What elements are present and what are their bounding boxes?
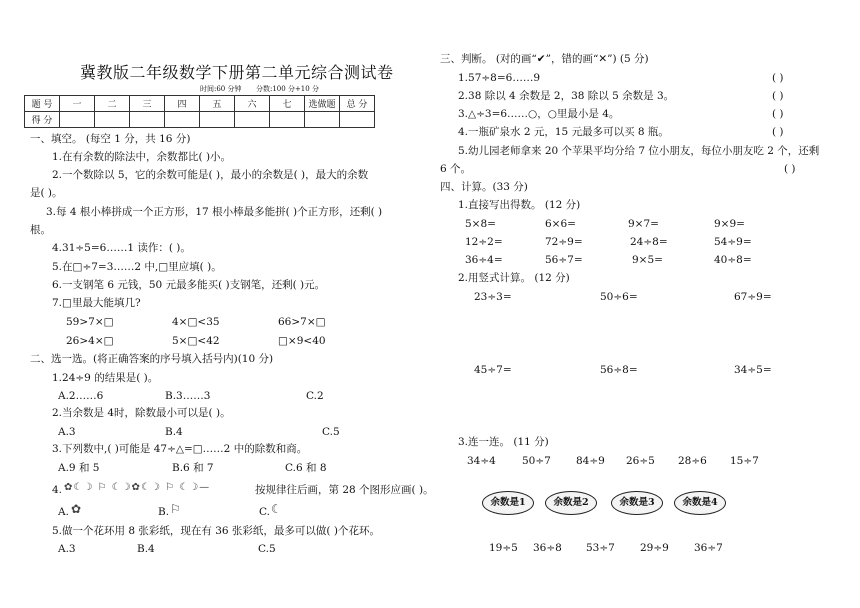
- remainder-bubble[interactable]: 余数是1: [482, 491, 534, 515]
- time-limit: 时间:60 分钟: [200, 85, 242, 93]
- calc-item: 36÷4=: [465, 254, 503, 266]
- choice-option[interactable]: C.2: [306, 390, 324, 402]
- choice-option[interactable]: B.4: [137, 543, 155, 555]
- score-cell: 得 分: [25, 112, 60, 128]
- judge-item-cont: 6 个。: [440, 163, 472, 175]
- score-input[interactable]: [270, 112, 305, 128]
- choice-option[interactable]: C.: [259, 506, 270, 518]
- section-4-heading: 四、计算。(33 分): [440, 181, 528, 193]
- match-bottom-item[interactable]: 29÷9: [640, 542, 669, 554]
- choice-option[interactable]: A.3: [58, 543, 76, 555]
- fill-q4: 4.31÷5=6……1 读作：( )。: [52, 242, 191, 254]
- score-table: [24, 95, 375, 128]
- calc-part-1: 1.直接写出得数。 (12 分): [458, 199, 581, 211]
- calc-item: 6×6=: [545, 218, 576, 230]
- score-table-score-row: [25, 112, 375, 128]
- choice-option[interactable]: B.4: [165, 426, 183, 438]
- judge-answer-box[interactable]: ( ): [784, 163, 796, 175]
- flower-icon: ✿: [71, 502, 83, 516]
- score-cell: 选做题: [305, 96, 340, 112]
- match-top-item[interactable]: 28÷6: [678, 455, 707, 467]
- section-1-heading: 一、填空。 (每空 1 分，共 16 分): [30, 133, 191, 145]
- compare-item: 4×□<35: [172, 316, 220, 328]
- judge-answer-box[interactable]: ( ): [772, 90, 784, 102]
- choice-option[interactable]: B.3……3: [165, 390, 211, 402]
- score-cell: 总 分: [340, 96, 375, 112]
- choice-option[interactable]: A.: [58, 506, 69, 518]
- judge-answer-box[interactable]: ( ): [772, 108, 784, 120]
- calc-item: 12÷2=: [465, 236, 503, 248]
- calc-item: 9×9=: [714, 218, 745, 230]
- calc-item: 9×5=: [632, 254, 663, 266]
- compare-item: 26>4×□: [66, 335, 114, 347]
- match-top-item[interactable]: 34÷4: [467, 455, 496, 467]
- score-cell: 七: [270, 96, 305, 112]
- choice-option[interactable]: A.9 和 5: [58, 462, 100, 474]
- fill-q5: 5.在□÷7=3……2 中,□里应填( )。: [52, 261, 222, 273]
- fill-q3-cont: 根。: [30, 224, 51, 236]
- calc-item: 56÷7=: [545, 254, 583, 266]
- vertical-calc-item: 34÷5=: [734, 364, 772, 376]
- vertical-calc-item: 56÷8=: [600, 364, 638, 376]
- vertical-calc-item: 67÷9=: [734, 291, 772, 303]
- score-input[interactable]: [200, 112, 235, 128]
- score-input[interactable]: [130, 112, 165, 128]
- section-2-heading: 二、选一选。(将正确答案的序号填入括号内)(10 分): [30, 353, 274, 365]
- calc-part-3: 3.连一连。 (11 分): [458, 436, 549, 448]
- compare-item: □×9<40: [278, 335, 326, 347]
- score-input[interactable]: [95, 112, 130, 128]
- match-bottom-item[interactable]: 19÷5: [489, 542, 518, 554]
- fill-q2-cont: 是( )。: [30, 187, 63, 199]
- choice-option[interactable]: C.5: [322, 426, 340, 438]
- choice-option[interactable]: C.5: [258, 543, 276, 555]
- score-input[interactable]: [60, 112, 95, 128]
- choice-q4-number: 4.: [52, 484, 63, 496]
- score-table-header-row: [25, 96, 375, 112]
- fill-q3: 3.每 4 根小棒拼成一个正方形，17 根小棒最多能拼( )个正方形，还剩( ): [46, 206, 383, 218]
- choice-option[interactable]: C.6 和 8: [285, 462, 327, 474]
- score-input[interactable]: [305, 112, 340, 128]
- vertical-calc-item: 23÷3=: [474, 291, 512, 303]
- score-cell: 四: [165, 96, 200, 112]
- score-input[interactable]: [235, 112, 270, 128]
- choice-q2: 2.当余数是 4时，除数最小可以是( )。: [52, 407, 231, 419]
- remainder-bubble[interactable]: 余数是3: [611, 491, 663, 515]
- page-title: 冀教版二年级数学下册第二单元综合测试卷: [80, 63, 394, 82]
- flag-icon: ⚐: [170, 502, 182, 516]
- remainder-bubble[interactable]: 余数是2: [545, 491, 597, 515]
- match-bottom-item[interactable]: 53÷7: [586, 542, 615, 554]
- remainder-bubble[interactable]: 余数是4: [674, 491, 726, 515]
- judge-item: 4.一瓶矿泉水 2 元，15 元最多可以买 8 瓶。: [458, 126, 669, 138]
- judge-answer-box[interactable]: ( ): [772, 72, 784, 84]
- pattern-sequence-icon: ✿☾☽ ⚐ ☾☽✿☾☽ ⚐ ☾☽—: [64, 482, 211, 493]
- calc-item: 5×8=: [465, 218, 496, 230]
- fill-q2: 2.一个数除以 5，它的余数可能是( )，最小的余数是( )，最大的余数: [52, 169, 369, 181]
- section-3-heading: 三、判断。 (对的画“✔”，错的画“✕”) (5 分): [440, 53, 649, 65]
- score-cell: 题 号: [25, 96, 60, 112]
- moon-icon: ☾: [271, 502, 283, 516]
- calc-item: 54÷9=: [714, 236, 752, 248]
- choice-option[interactable]: B.: [158, 506, 170, 518]
- calc-item: 40÷8=: [714, 254, 752, 266]
- score-cell: 五: [200, 96, 235, 112]
- choice-option[interactable]: B.6 和 7: [172, 462, 214, 474]
- fill-q7: 7.□里最大能填几?: [52, 297, 141, 309]
- score-cell: 六: [235, 96, 270, 112]
- match-top-item[interactable]: 26÷5: [626, 455, 655, 467]
- score-input[interactable]: [340, 112, 375, 128]
- choice-q1: 1.24÷9 的结果是( )。: [52, 372, 159, 384]
- score-total: 分数:100 分+10 分: [256, 85, 319, 93]
- score-cell: 三: [130, 96, 165, 112]
- choice-q5: 5.做一个花环用 8 张彩纸，现在有 36 张彩纸，最多可以做( )个花环。: [52, 525, 380, 537]
- judge-item: 3.△÷3=6……○，○里最小是 4。: [458, 108, 620, 120]
- choice-q3: 3.下列数中,( )可能是 47÷△=□……2 中的除数和商。: [52, 443, 308, 455]
- fill-q1: 1.在有余数的除法中，余数都比( )小。: [52, 151, 232, 163]
- judge-answer-box[interactable]: ( ): [772, 126, 784, 138]
- match-bottom-item[interactable]: 36÷7: [694, 542, 723, 554]
- vertical-calc-item: 50÷6=: [600, 291, 638, 303]
- judge-item: 5.幼儿园老师拿来 20 个苹果平均分给 7 位小朋友，每位小朋友吃 2 个，还剩: [458, 145, 820, 157]
- match-bottom-item[interactable]: 36÷8: [533, 542, 562, 554]
- choice-option[interactable]: A.2……6: [58, 390, 104, 402]
- match-top-item[interactable]: 50÷7: [522, 455, 551, 467]
- judge-item: 2.38 除以 4 余数是 2，38 除以 5 余数是 3。: [458, 90, 675, 102]
- calc-part-2: 2.用竖式计算。 (12 分): [458, 272, 570, 284]
- calc-item: 24÷8=: [630, 236, 668, 248]
- score-input[interactable]: [165, 112, 200, 128]
- compare-item: 59>7×□: [66, 316, 114, 328]
- calc-item: 9×7=: [628, 218, 659, 230]
- choice-q4: 按规律往后画，第 28 个图形应画( )。: [255, 484, 434, 496]
- compare-item: 5×□<42: [172, 335, 220, 347]
- score-cell: 二: [95, 96, 130, 112]
- judge-item: 1.57÷8=6……9: [458, 72, 541, 84]
- calc-item: 72÷9=: [545, 236, 583, 248]
- compare-item: 66>7×□: [278, 316, 326, 328]
- score-cell: 一: [60, 96, 95, 112]
- vertical-calc-item: 45÷7=: [474, 364, 512, 376]
- choice-option[interactable]: A.3: [58, 426, 76, 438]
- fill-q6: 6.一支钢笔 6 元钱，50 元最多能买( )支钢笔，还剩( )元。: [52, 279, 326, 291]
- match-top-item[interactable]: 15÷7: [730, 455, 759, 467]
- match-top-item[interactable]: 84÷9: [576, 455, 605, 467]
